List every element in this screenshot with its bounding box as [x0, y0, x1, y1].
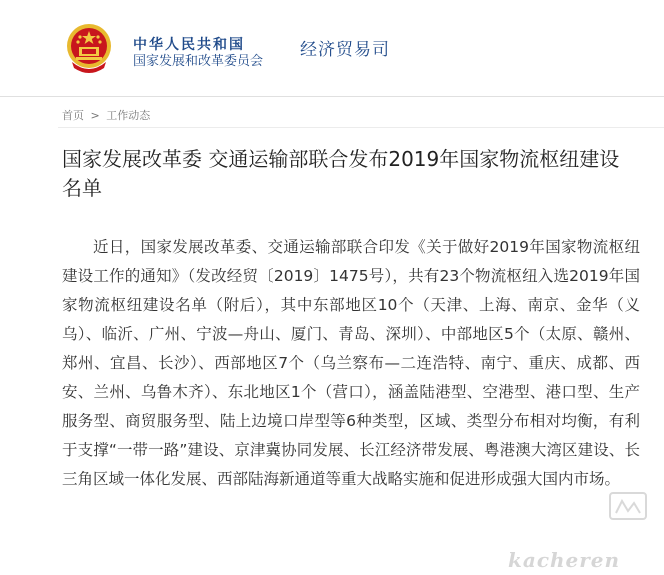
org-subtitle: 国家发展和改革委员会: [133, 54, 264, 69]
article-body: 近日，国家发展改革委、交通运输部联合印发《关于做好2019年国家物流枢纽建设工作的通知》（发改经贸〔2019〕1475号），共有23个物流枢纽入选2019年国家物流枢纽建设名单（附后），其中东部地区10个（天津、上海、南京、金华（义乌）、临沂、广州、宁波—舟山、厦门、青岛、深圳）、中部地区5个（太原、赣州、郑州、宜昌、长沙）、西部地区7个（乌兰察布—二连浩特、南宁、重庆、成都、西安、兰州、乌鲁木齐）、东北地区1个（营口），涵盖陆港型、空港型、港口型、生产服务型、商贸服务型、陆上边境口岸型等6种类型，区域、类型分布相对均衡，有利于支撑“一带一路”建设、京津冀协同发展、长江经济带发展、粤港澳大湾区建设、长三角区域一体化发展、西部陆海新通道等重大战略实施和促进形成强大国内市场。: [62, 238, 640, 488]
article-title: 国家发展改革委 交通运输部联合发布2019年国家物流枢纽建设名单: [62, 147, 620, 200]
site-header: [0, 0, 664, 95]
department-name[interactable]: 经济贸易司: [300, 40, 390, 60]
breadcrumb: [62, 107, 153, 123]
breadcrumb-separator: >: [90, 109, 100, 122]
watermark-text: kacheren: [508, 548, 621, 572]
national-emblem-icon[interactable]: [64, 22, 114, 76]
header-divider: [0, 96, 664, 97]
org-name: 中华人民共和国: [133, 37, 245, 53]
breadcrumb-current-link[interactable]: 工作动态: [106, 109, 151, 122]
content-divider: [58, 127, 664, 128]
breadcrumb-home-link[interactable]: 首页: [62, 109, 84, 122]
